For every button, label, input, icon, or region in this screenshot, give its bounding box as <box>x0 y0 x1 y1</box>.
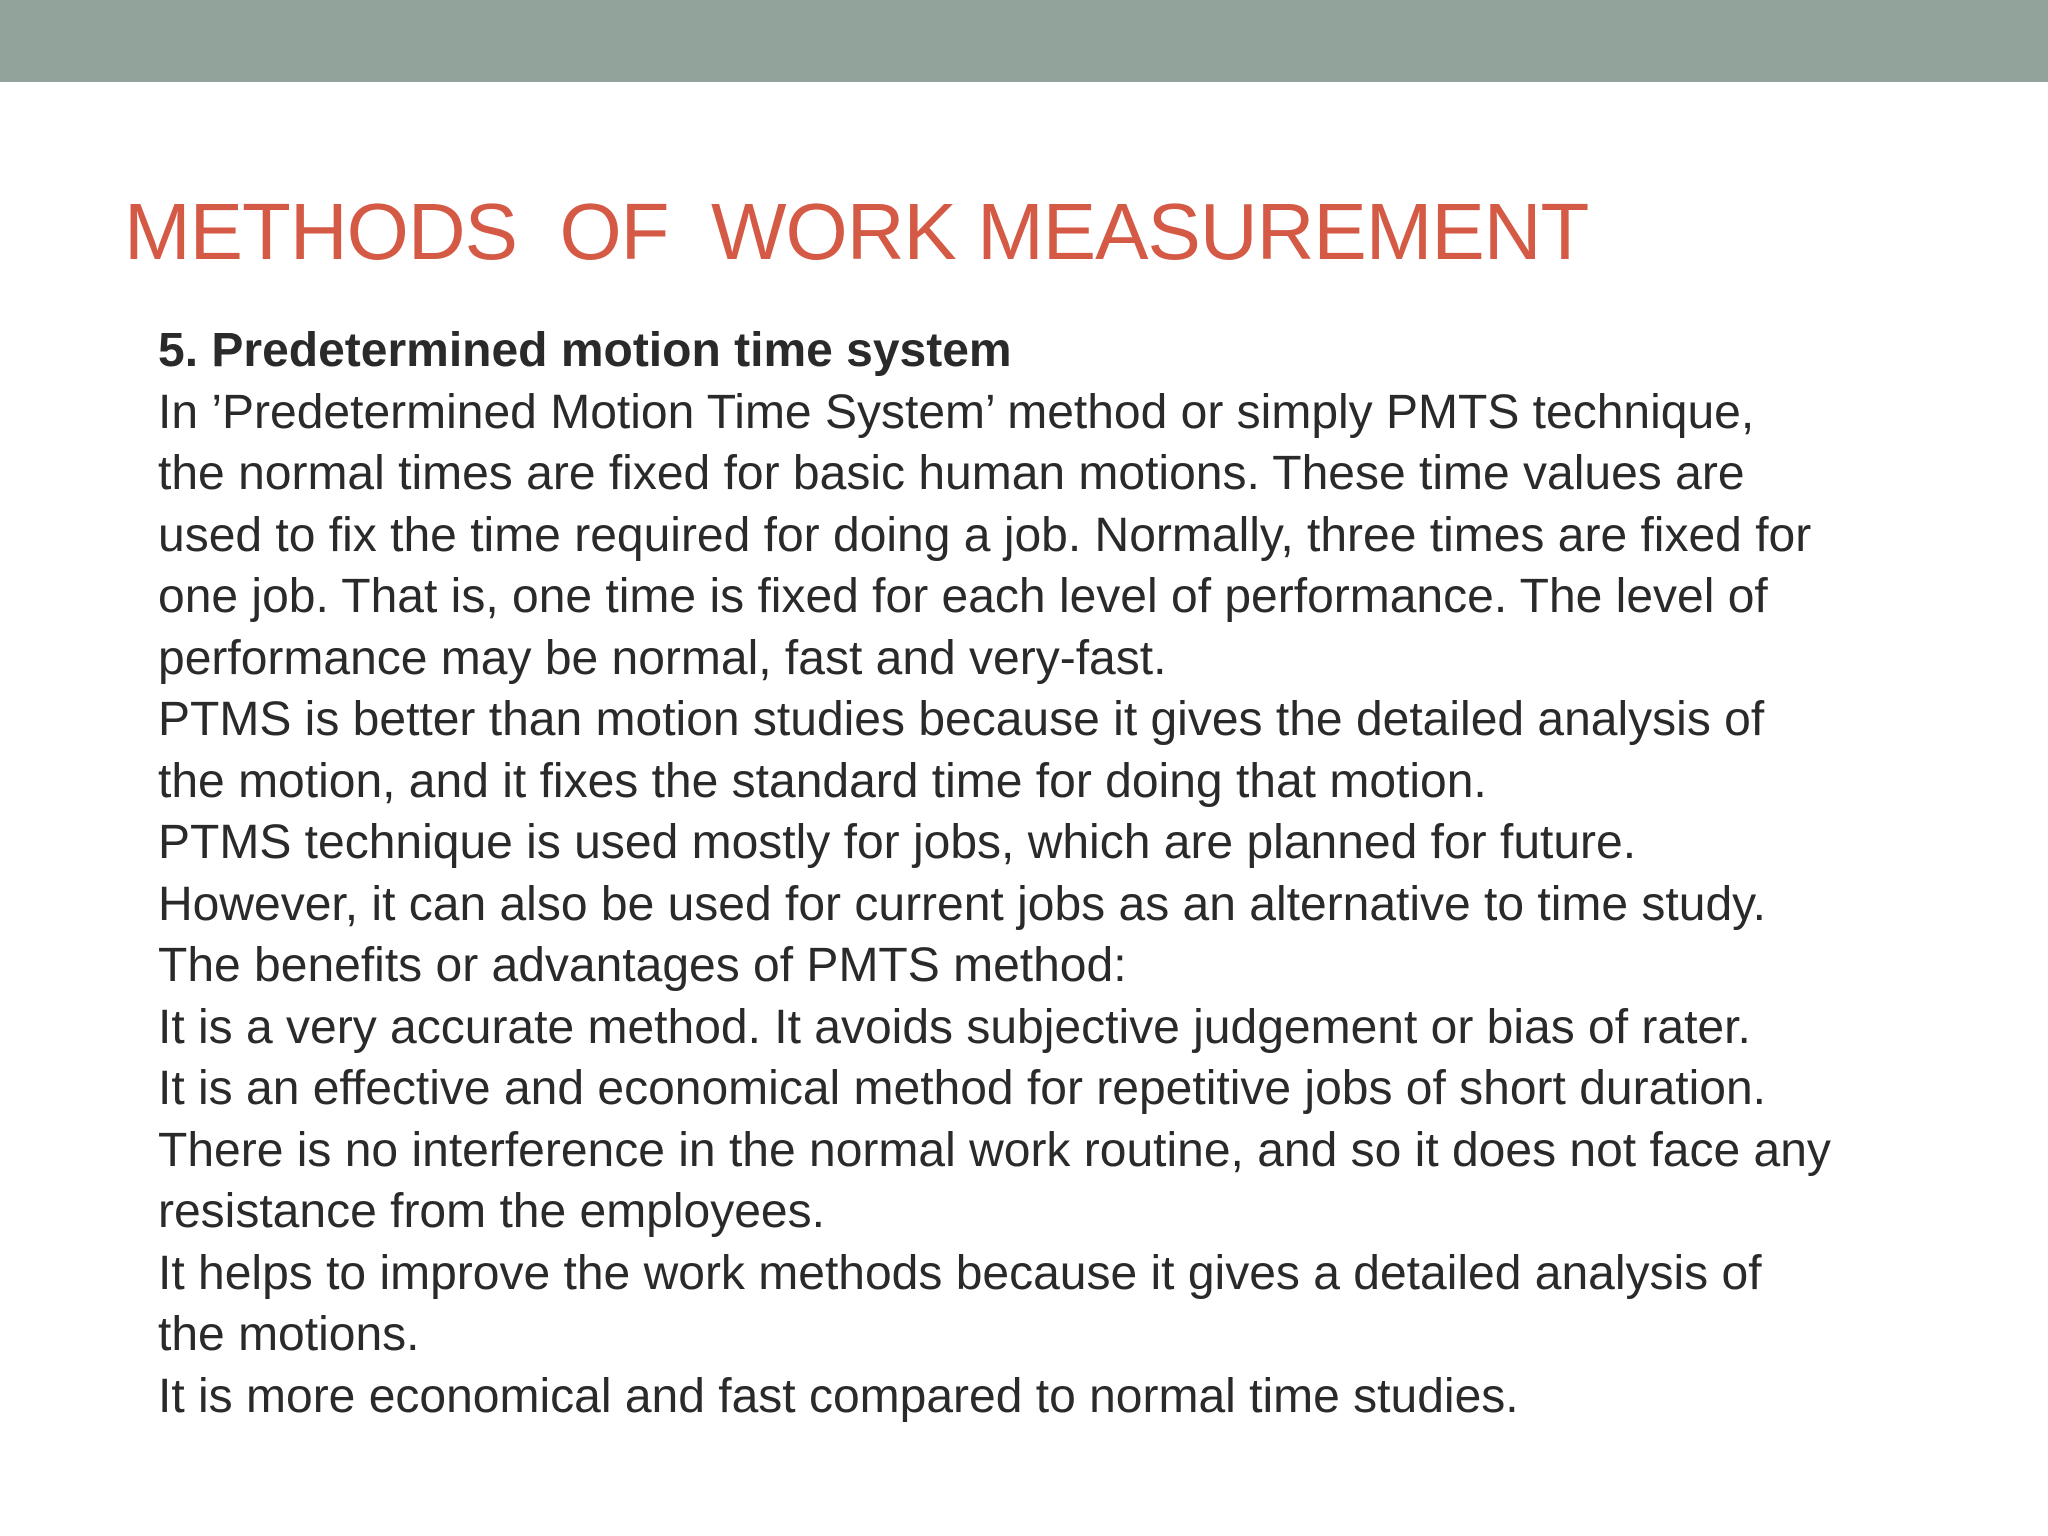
body-line: the motion, and it fixes the standard time for doing that motion. <box>158 754 1487 808</box>
body-line: It helps to improve the work methods because it gives a detailed analysis of <box>158 1246 1762 1300</box>
body-line: It is more economical and fast compared to normal time studies. <box>158 1369 1519 1423</box>
slide-title: METHODS OF WORK MEASUREMENT <box>124 187 1589 276</box>
body-line: the motions. <box>158 1308 420 1361</box>
body-line: performance may be normal, fast and very-fast. <box>158 631 1167 685</box>
body-line: resistance from the employees. <box>158 1185 825 1238</box>
body-line: It is an effective and economical method for repetitive jobs of short duration. <box>158 1062 1766 1115</box>
body-line: PTMS is better than motion studies because it gives the detailed analysis of <box>158 693 1765 746</box>
body-line: In ’Predetermined Motion Time System’ method or simply PMTS technique, <box>158 385 1755 439</box>
body-line: It is a very accurate method. It avoids subjective judgement or bias of rater. <box>158 1000 1751 1054</box>
section-heading: 5. Predetermined motion time system <box>158 324 1012 377</box>
body-line: one job. That is, one time is fixed for each level of performance. The level of <box>158 570 1768 623</box>
body-line: There is no interference in the normal work routine, and so it does not face any <box>158 1123 1831 1177</box>
body-line: The benefits or advantages of PMTS method: <box>158 939 1127 992</box>
body-line: However, it can also be used for current jobs as an alternative to time study. <box>158 877 1766 931</box>
body-line: PTMS technique is used mostly for jobs, which are planned for future. <box>158 816 1637 869</box>
header-band <box>0 0 2048 82</box>
slide-body <box>158 320 2038 1427</box>
body-line: used to fix the time required for doing a job. Normally, three times are fixed for <box>158 508 1812 562</box>
body-line: the normal times are fixed for basic human motions. These time values are <box>158 447 1745 500</box>
